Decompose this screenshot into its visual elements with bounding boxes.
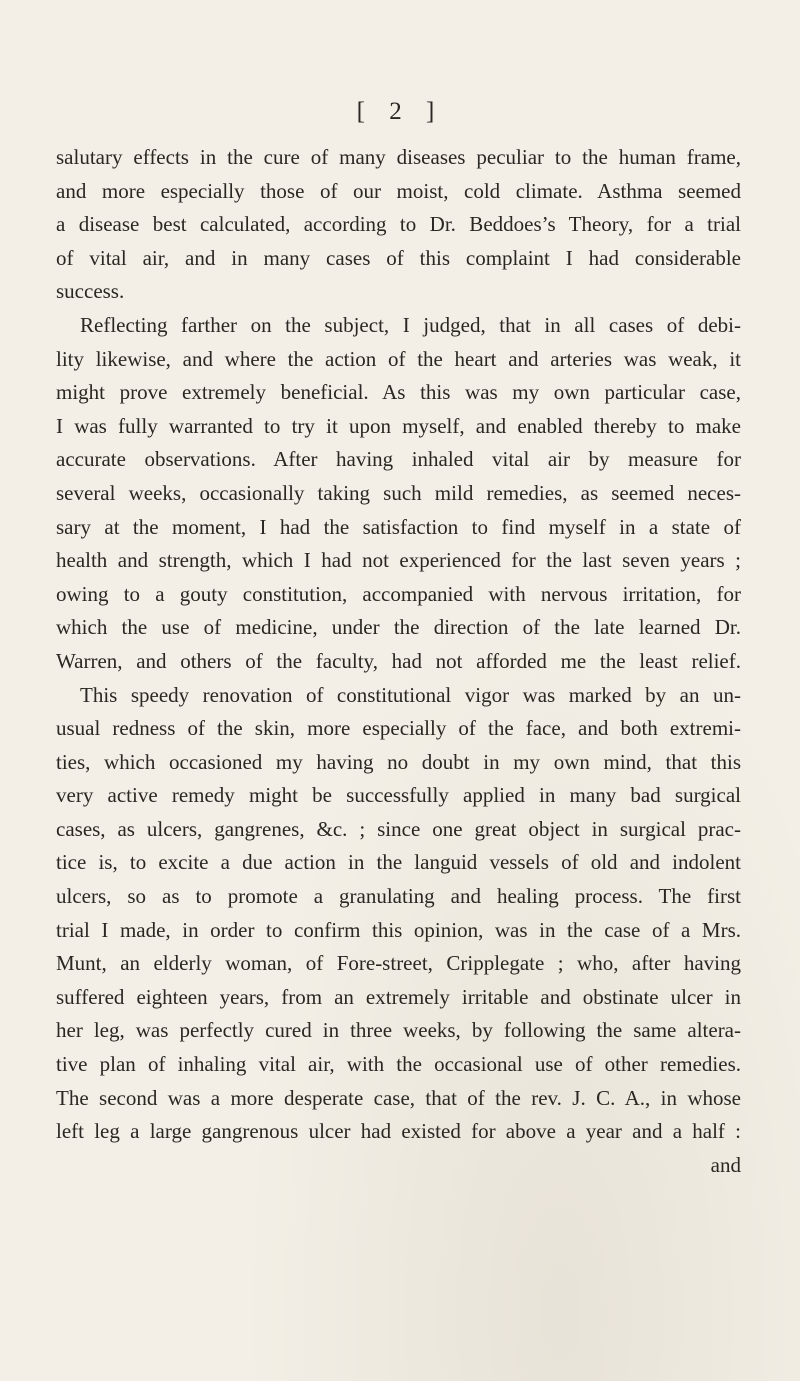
text-line: The second was a more desperate case, that of the rev. J. C. A., in whose xyxy=(56,1085,741,1110)
text-line: tice is, to excite a due action in the languid vessels of old and indolent xyxy=(56,850,741,875)
text-line: ulcers, so as to promote a granulating and healing process. The first xyxy=(56,884,741,909)
text-line: several weeks, occasionally taking such mild remedies, as seemed neces- xyxy=(56,480,741,505)
text-line: and more especially those of our moist, cold climate. Asthma seemed xyxy=(56,178,741,203)
text-line: lity likewise, and where the action of the heart and arteries was weak, it xyxy=(56,346,741,371)
text-line: success. xyxy=(56,279,125,304)
text-line: Reflecting farther on the subject, I judged, that in all cases of debi- xyxy=(80,312,741,337)
text-line: trial I made, in order to confirm this opinion, was in the case of a Mrs. xyxy=(56,917,741,942)
text-line: left leg a large gangrenous ulcer had existed for above a year and a half : xyxy=(56,1119,741,1144)
text-line: accurate observations. After having inhaled vital air by measure for xyxy=(56,447,741,472)
text-line: a disease best calculated, according to Dr. Beddoes’s Theory, for a trial xyxy=(56,212,741,237)
text-line: This speedy renovation of constitutional vigor was marked by an un- xyxy=(80,682,741,707)
text-line: sary at the moment, I had the satisfaction to find myself in a state of xyxy=(56,514,741,539)
text-line: I was fully warranted to try it upon myself, and enabled thereby to make xyxy=(56,413,741,438)
text-line: ties, which occasioned my having no doubt in my own mind, that this xyxy=(56,749,741,774)
text-line: might prove extremely beneficial. As this was my own particular case, xyxy=(56,380,741,405)
text-line: Warren, and others of the faculty, had not afforded me the least relief. xyxy=(56,648,741,673)
text-line: usual redness of the skin, more especially of the face, and both extremi- xyxy=(56,716,741,741)
text-line: health and strength, which I had not experienced for the last seven years ; xyxy=(56,548,741,573)
text-line: tive plan of inhaling vital air, with the occasional use of other remedies. xyxy=(56,1052,741,1077)
page-number: [ 2 ] xyxy=(356,98,444,125)
body-text xyxy=(56,141,741,1182)
text-line: salutary effects in the cure of many diseases peculiar to the human frame, xyxy=(56,145,741,169)
text-line: which the use of medicine, under the direction of the late learned Dr. xyxy=(56,615,741,640)
text-line: suffered eighteen years, from an extremely irritable and obstinate ulcer in xyxy=(56,984,741,1009)
text-line: of vital air, and in many cases of this complaint I had considerable xyxy=(56,245,741,270)
text-line: her leg, was perfectly cured in three weeks, by following the same altera- xyxy=(56,1018,741,1043)
text-line: Munt, an elderly woman, of Fore-street, Cripplegate ; who, after having xyxy=(56,951,741,976)
text-line: owing to a gouty constitution, accompanied with nervous irritation, for xyxy=(56,581,741,606)
text-line: very active remedy might be successfully applied in many bad surgical xyxy=(56,783,741,808)
text-line: cases, as ulcers, gangrenes, &c. ; since one great object in surgical prac- xyxy=(56,816,741,841)
catchword: and xyxy=(710,1152,741,1177)
